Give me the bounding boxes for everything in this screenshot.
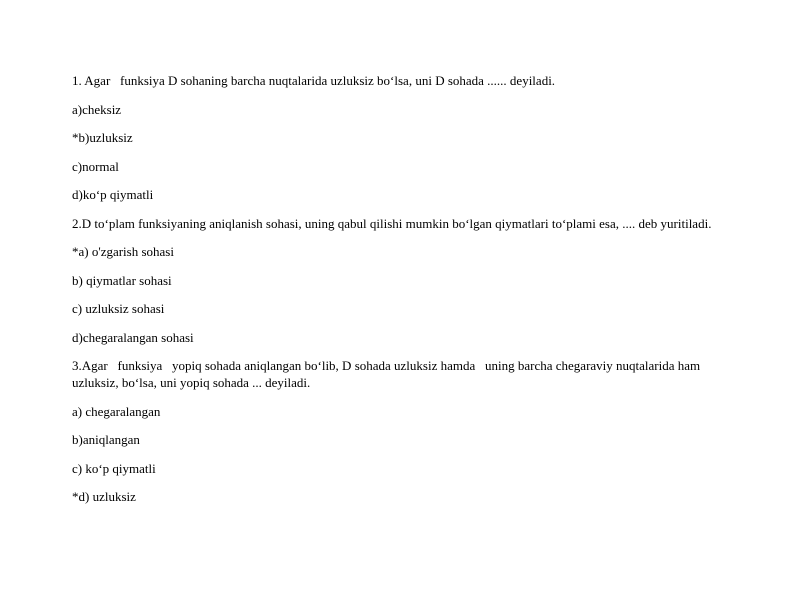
question-3-option-d: *d) uzluksiz [72, 489, 136, 504]
question-1-option-a: a)cheksiz [72, 101, 122, 117]
question-1-option-b: *b)uzluksiz [72, 130, 133, 145]
question-1-text: 1. Agar funksiya D sohaning barcha nuqtalarida uzluksiz bo‘lsa, uni D sohada ...... deyiladi. [72, 73, 556, 88]
question-2-option-b: b) qiymatlar sohasi [72, 272, 172, 288]
question-3-option-a: a) chegaralangan [72, 403, 161, 419]
question-2-option-d: d)chegaralangan sohasi [72, 329, 194, 345]
question-2-option-c: c) uzluksiz sohasi [72, 301, 165, 316]
question-2-option-a: *a) o'zgarish sohasi [72, 244, 174, 259]
question-1-option-c: c)normal [72, 158, 119, 174]
question-2-text: 2.D to‘plam funksiyaning aniqlanish sohasi, uning qabul qilishi mumkin bo‘lgan qiymatlari to‘plami esa, .... deb yuritiladi. [72, 215, 712, 231]
question-3-text: 3.Agar funksiya yopiq sohada aniqlangan bo‘lib, D sohada uzluksiz hamda uning barcha chegaraviy nuqtalarida ham uzluksiz, bo‘lsa, uni yopiq sohada ... deyiladi. [72, 358, 704, 390]
question-3-option-c: c) ko‘p qiymatli [72, 460, 156, 476]
question-1-option-d: d)ko‘p qiymatli [72, 187, 154, 202]
question-3-option-b: b)aniqlangan [72, 432, 140, 447]
document-page [72, 72, 720, 517]
